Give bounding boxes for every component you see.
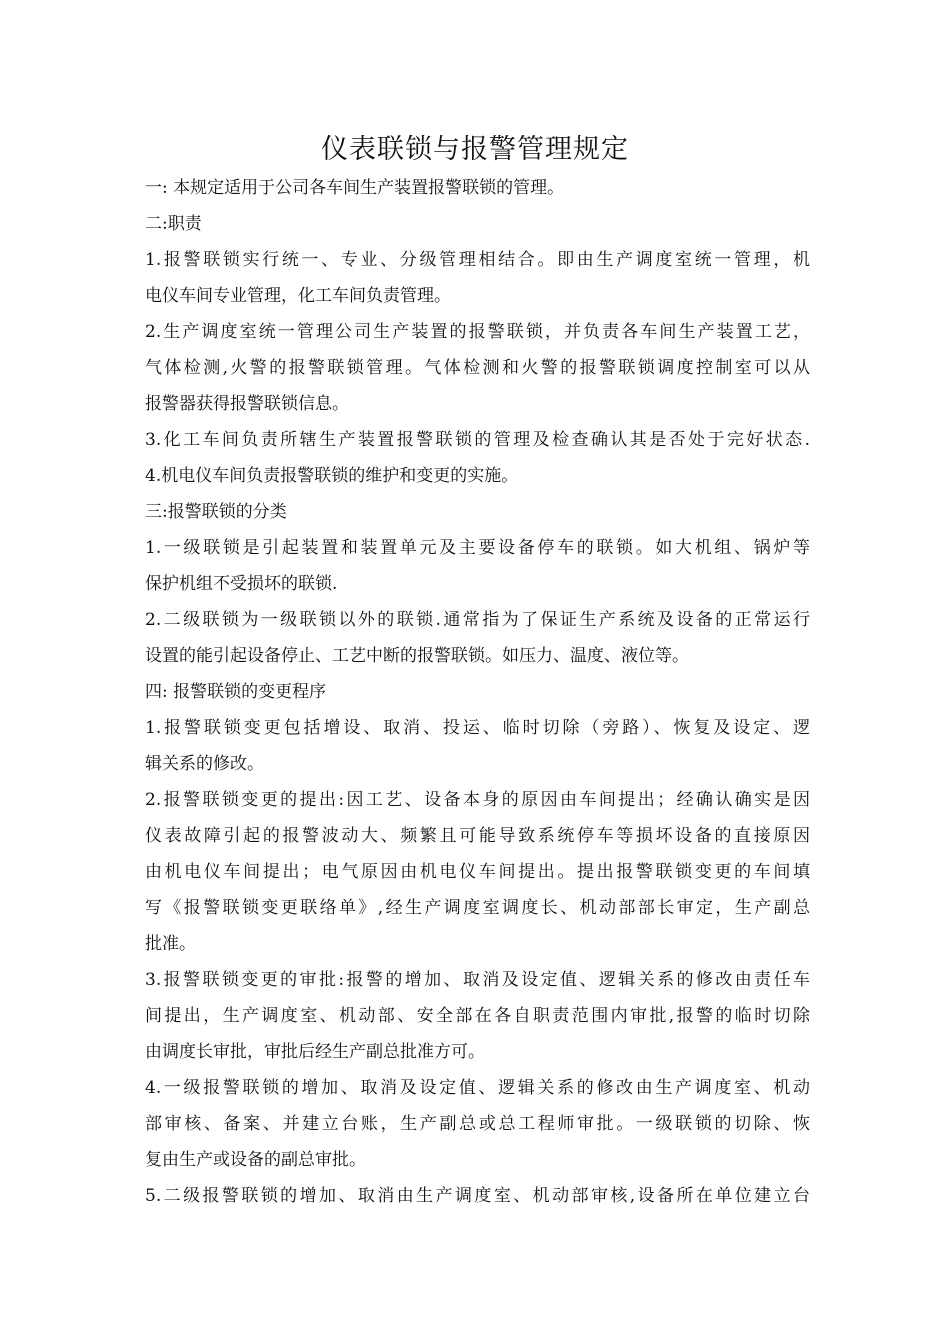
text-line: 辑关系的修改。	[145, 754, 264, 774]
text-line: 1.报警联锁变更包括增设、取消、投运、临时切除（旁路）、恢复及设定、逻	[145, 718, 810, 738]
text-line: 保护机组不受损坏的联锁.	[145, 574, 338, 594]
section-heading: 三:报警联锁的分类	[145, 502, 287, 522]
text-line: 仪表故障引起的报警波动大、频繁且可能导致系统停车等损坏设备的直接原因	[145, 826, 810, 846]
text-line: 气体检测,火警的报警联锁管理。气体检测和火警的报警联锁调度控制室可以从	[145, 358, 810, 378]
text-line: 2.报警联锁变更的提出:因工艺、设备本身的原因由车间提出；经确认确实是因	[145, 790, 810, 810]
text-line: 4.机电仪车间负责报警联锁的维护和变更的实施。	[145, 466, 519, 486]
section-heading: 四: 报警联锁的变更程序	[145, 682, 327, 702]
text-line: 部审核、备案、并建立台账，生产副总或总工程师审批。一级联锁的切除、恢	[145, 1114, 810, 1134]
text-line: 设置的能引起设备停止、工艺中断的报警联锁。如压力、温度、液位等。	[145, 646, 689, 666]
text-line: 批准。	[145, 934, 196, 954]
document-title: 仪表联锁与报警管理规定	[321, 134, 629, 165]
text-line: 4.一级报警联锁的增加、取消及设定值、逻辑关系的修改由生产调度室、机动	[145, 1078, 810, 1098]
text-line: 3.报警联锁变更的审批:报警的增加、取消及设定值、逻辑关系的修改由责任车	[145, 970, 810, 990]
text-line: 1.一级联锁是引起装置和装置单元及主要设备停车的联锁。如大机组、锅炉等	[145, 538, 810, 558]
section-heading: 二:职责	[145, 214, 202, 234]
text-line: 报警器获得报警联锁信息。	[145, 394, 349, 414]
text-line: 一: 本规定适用于公司各车间生产装置报警联锁的管理。	[145, 178, 565, 198]
text-line: 1.报警联锁实行统一、专业、分级管理相结合。即由生产调度室统一管理，机	[145, 250, 810, 270]
text-line: 复由生产或设备的副总审批。	[145, 1150, 366, 1170]
text-line: 3.化工车间负责所辖生产装置报警联锁的管理及检查确认其是否处于完好状态.	[145, 430, 810, 450]
document-body	[145, 170, 810, 1214]
text-line: 2.生产调度室统一管理公司生产装置的报警联锁，并负责各车间生产装置工艺，	[145, 322, 810, 342]
text-line: 间提出，生产调度室、机动部、安全部在各自职责范围内审批,报警的临时切除	[145, 1006, 810, 1026]
text-line: 电仪车间专业管理，化工车间负责管理。	[145, 286, 451, 306]
text-line: 由调度长审批，审批后经生产副总批准方可。	[145, 1042, 485, 1062]
text-line: 2.二级联锁为一级联锁以外的联锁.通常指为了保证生产系统及设备的正常运行	[145, 610, 810, 630]
text-line: 写《报警联锁变更联络单》,经生产调度室调度长、机动部部长审定，生产副总	[145, 898, 810, 918]
text-line: 由机电仪车间提出；电气原因由机电仪车间提出。提出报警联锁变更的车间填	[145, 862, 810, 882]
text-line: 5.二级报警联锁的增加、取消由生产调度室、机动部审核,设备所在单位建立台	[145, 1186, 810, 1206]
